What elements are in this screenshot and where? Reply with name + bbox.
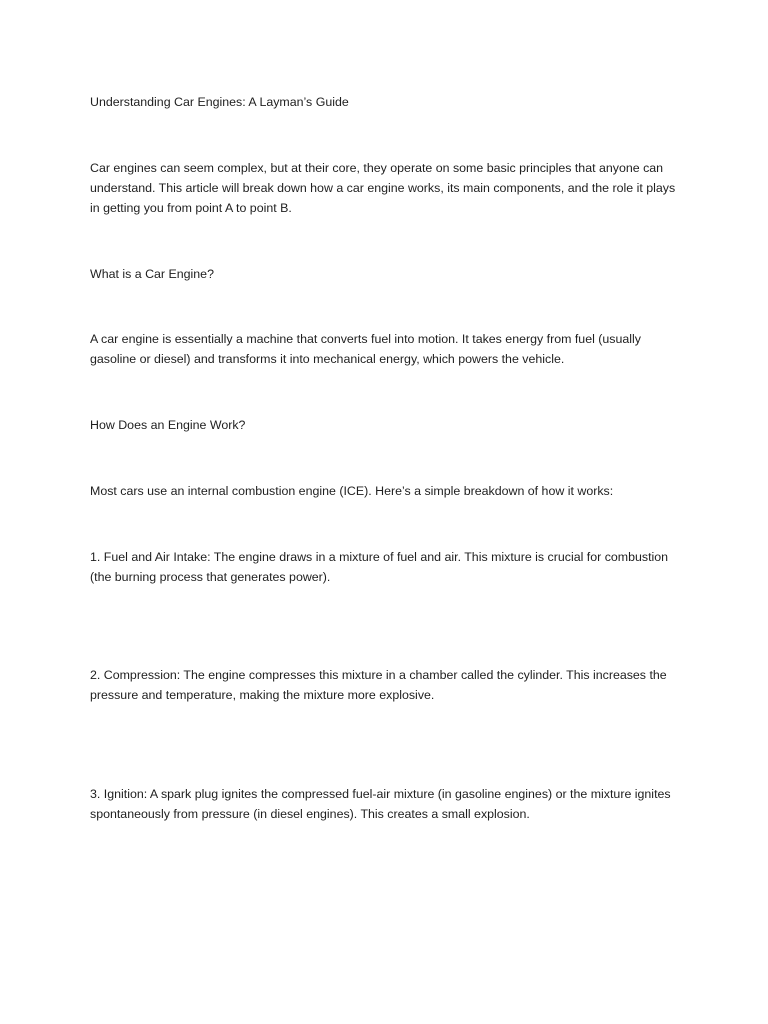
section-heading-what-is-engine: What is a Car Engine?	[90, 267, 214, 281]
step-compression: 2. Compression: The engine compresses this mixture in a chamber called the cylinder. This increases the pressure and temperature, making the mixture more explosive.	[90, 668, 667, 702]
section-paragraph-what-is-engine: A car engine is essentially a machine that converts fuel into motion. It takes energy from fuel (usually gasoline or diesel) and transforms it into mechanical energy, which powers the vehicle.	[90, 332, 641, 366]
step-fuel-air-intake: 1. Fuel and Air Intake: The engine draws in a mixture of fuel and air. This mixture is crucial for combustion (the burning process that generates power).	[90, 550, 669, 584]
section-paragraph-how-engine-works: Most cars use an internal combustion engine (ICE). Here’s a simple breakdown of how it works:	[90, 484, 614, 498]
document-title: Understanding Car Engines: A Layman’s Guide	[90, 95, 349, 109]
section-heading-how-engine-works: How Does an Engine Work?	[90, 418, 246, 432]
intro-paragraph: Car engines can seem complex, but at their core, they operate on some basic principles that anyone can understand. This article will break down how a car engine works, its main components, and the role it plays in getting you from point A to point B.	[90, 161, 676, 215]
step-ignition: 3. Ignition: A spark plug ignites the compressed fuel-air mixture (in gasoline engines) or the mixture ignites spontaneously from pressure (in diesel engines). This creates a small explosion.	[90, 787, 671, 821]
